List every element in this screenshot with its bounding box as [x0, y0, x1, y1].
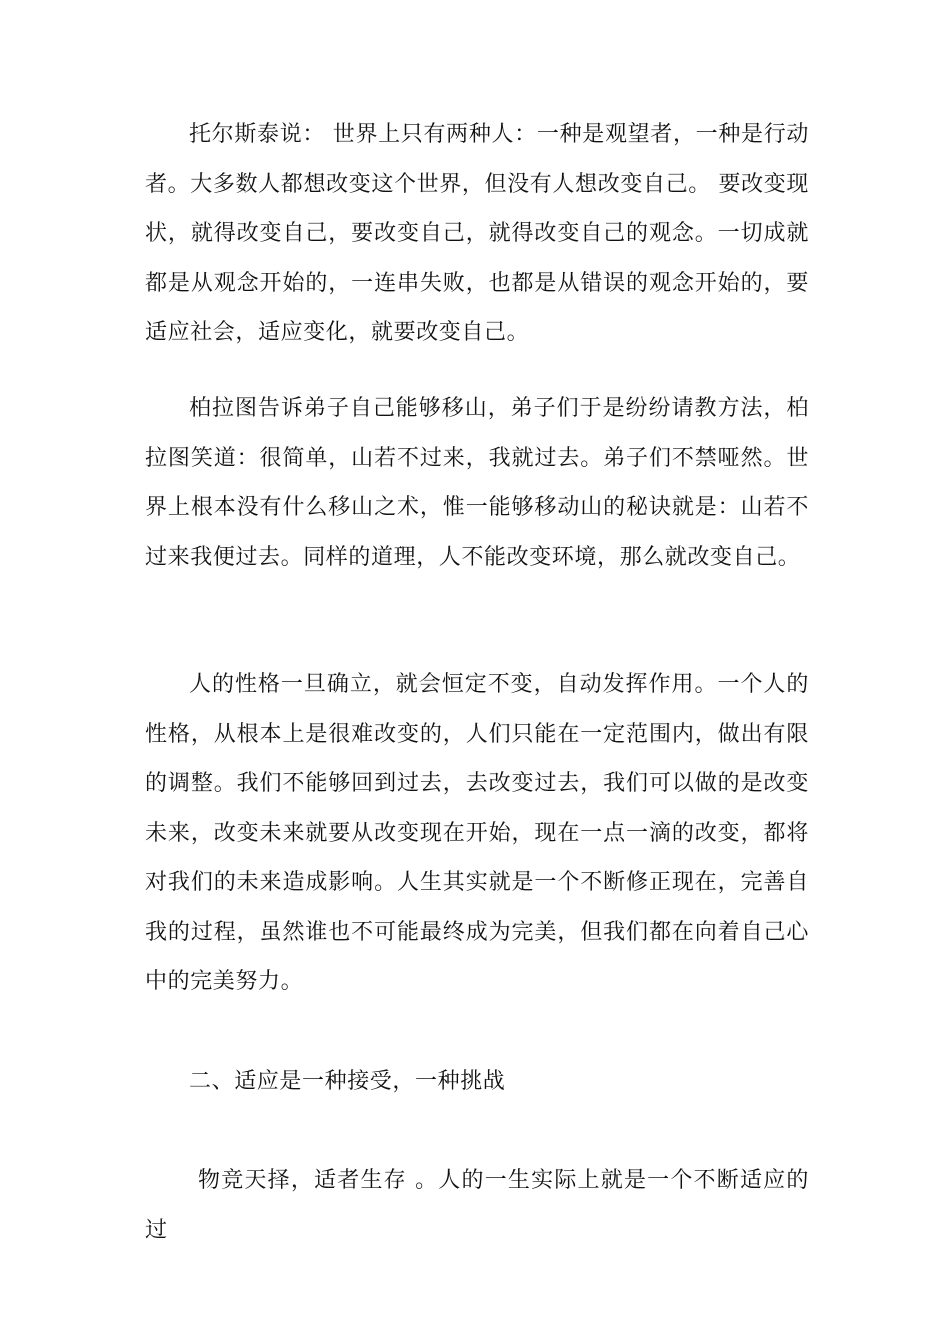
section-heading: 二、适应是一种接受，一种挑战: [189, 1069, 506, 1094]
paragraph-survival: 物竞天择，适者生存 。人的一生实际上就是一个不断适应的过: [145, 1168, 809, 1243]
paragraph-character: 人的性格一旦确立，就会恒定不变，自动发挥作用。一个人的性格，从根本上是很难改变的，人们只能在一定范围内，做出有限的调整。我们不能够回到过去，去改变过去，我们可以做的是改变未来，改变未来就要从改变现在开始，现在一点一滴的改变，都将对我们的未来造成影响。人生其实就是一个不断修正现在，完善自我的过程，虽然谁也不可能最终成为完美，但我们都在向着自己心中的完美努力。: [145, 672, 809, 994]
paragraph-tolstoy: 托尔斯泰说： 世界上只有两种人：一种是观望者，一种是行动者。大多数人都想改变这个世界，但没有人想改变自己。 要改变现状，就得改变自己，要改变自己，就得改变自己的观念。一切成就都是从观念开始的，一连串失败，也都是从错误的观念开始的，要适应社会，适应变化，就要改变自己。: [145, 122, 809, 345]
paragraph-plato: 柏拉图告诉弟子自己能够移山，弟子们于是纷纷请教方法，柏拉图笑道：很简单，山若不过来，我就过去。弟子们不禁哑然。世界上根本没有什么移山之术，惟一能够移动山的秘诀就是：山若不过来我便过去。同样的道理，人不能改变环境，那么就改变自己。: [145, 396, 809, 570]
